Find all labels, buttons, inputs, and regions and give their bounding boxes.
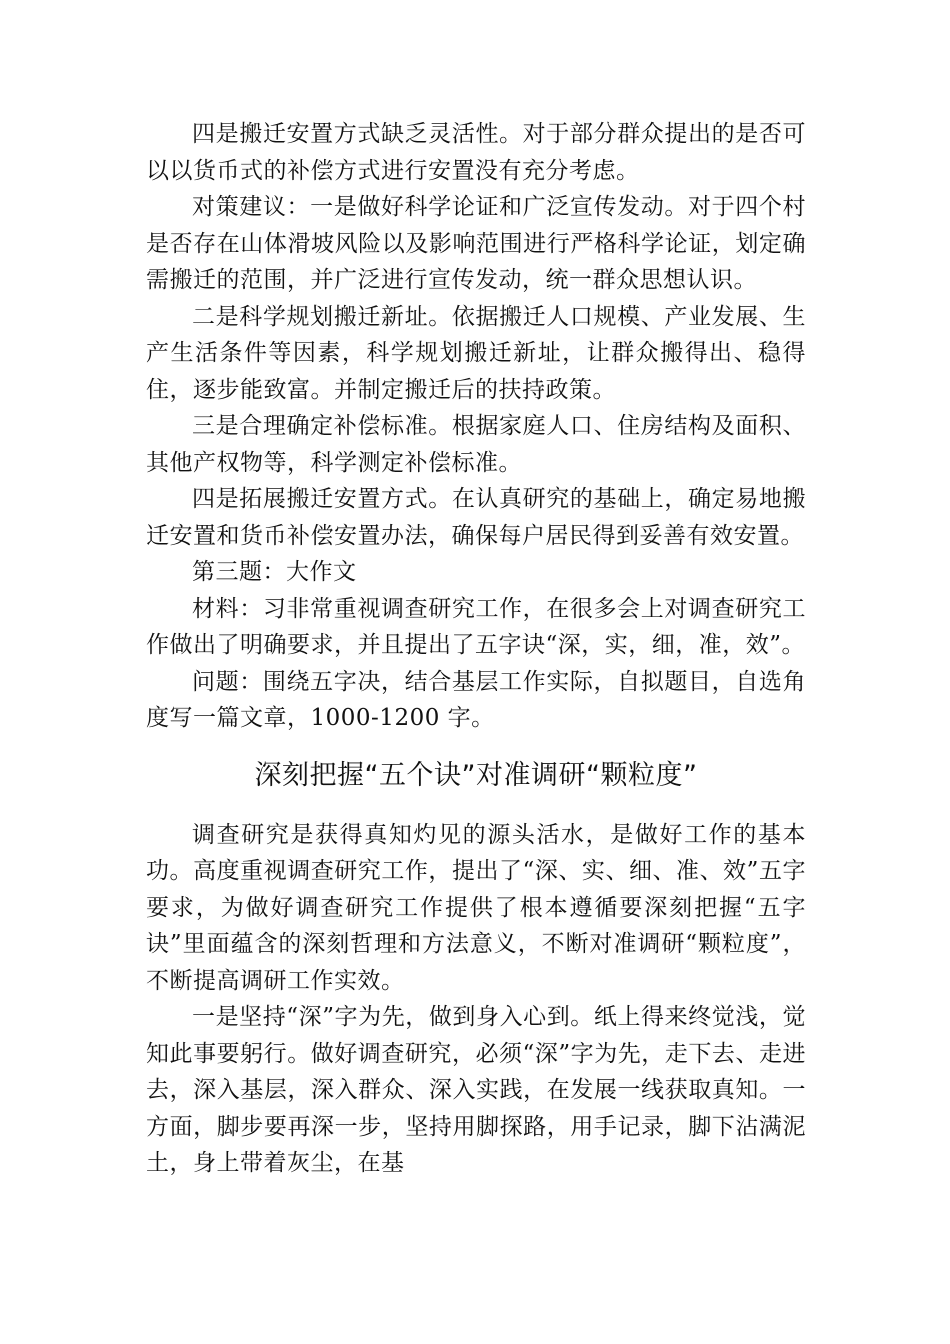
question-material: 材料：习非常重视调查研究工作，在很多会上对调查研究工作做出了明确要求，并且提出了五字诀“深，实，细，准，效”。 — [146, 595, 806, 658]
paragraph-countermeasure-4: 四是拓展搬迁安置方式。在认真研究的基础上，确定易地搬迁安置和货币补偿安置办法，确保每户居民得到妥善有效安置。 — [146, 486, 806, 549]
question-prompt: 问题：围绕五字决，结合基层工作实际，自拟题目，自选角度写一篇文章，1000-1200 字。 — [146, 668, 806, 731]
essay-intro-paragraph: 调查研究是获得真知灼见的源头活水，是做好工作的基本功。高度重视调查研究工作，提出了“深、实、细、准、效”五字要求，为做好调查研究工作提供了根本遵循要深刻把握“五字诀”里面蕴含的深刻哲理和方法意义，不断对准调研“颗粒度”，不断提高调研工作实效。 — [146, 821, 806, 994]
paragraph-countermeasure-2: 二是科学规划搬迁新址。依据搬迁人口规模、产业发展、生产生活条件等因素，科学规划搬迁新址，让群众搬得出、稳得住，逐步能致富。并制定搬迁后的扶持政策。 — [146, 303, 806, 403]
document-body — [146, 116, 806, 1182]
paragraph-relocation-flexibility: 四是搬迁安置方式缺乏灵活性。对于部分群众提出的是否可以以货币式的补偿方式进行安置没有充分考虑。 — [146, 121, 806, 184]
paragraph-countermeasure-3: 三是合理确定补偿标准。根据家庭人口、住房结构及面积、其他产权物等，科学测定补偿标准。 — [146, 413, 806, 476]
paragraph-countermeasure-1: 对策建议：一是做好科学论证和广泛宣传发动。对于四个村是否存在山体滑坡风险以及影响范围进行严格科学论证，划定确需搬迁的范围，并广泛进行宣传发动，统一群众思想认识。 — [146, 194, 806, 293]
essay-title: 深刻把握“五个诀”对准调研“颗粒度” — [254, 759, 698, 791]
question-three-heading: 第三题：大作文 — [192, 559, 357, 585]
essay-point-one-paragraph: 一是坚持“深”字为先，做到身入心到。纸上得来终觉浅，觉知此事要躬行。做好调查研究，必须“深”字为先，走下去、走进去，深入基层，深入群众、深入实践，在发展一线获取真知。一方面，脚步要再深一步，坚持用脚探路，用手记录，脚下沾满泥土，身上带着灰尘，在基 — [146, 1004, 806, 1176]
